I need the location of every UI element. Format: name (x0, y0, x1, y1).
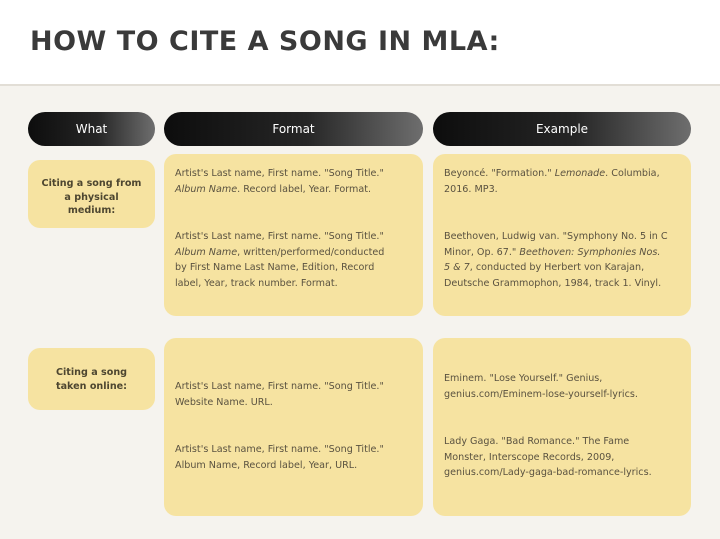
row-online-format-card (164, 338, 423, 516)
what-line: Citing a song from (41, 178, 142, 189)
example-line: genius.com/Lady-gaga-bad-romance-lyrics. (444, 467, 652, 478)
format-entry-online-1 (175, 379, 415, 410)
column-header-what-label: What (75, 122, 108, 136)
format-line: Artist's Last name, First name. "Song Title." (175, 168, 384, 179)
example-entry-beyonce (444, 166, 683, 197)
format-line: Artist's Last name, First name. "Song Title." (175, 381, 384, 392)
what-line: taken online: (55, 380, 128, 392)
format-line: Album Name, written/performed/conducted (175, 246, 385, 258)
row-physical-example-card (433, 154, 691, 316)
header-banner (0, 0, 720, 86)
row-physical-what-label (32, 177, 151, 218)
example-line: Monster, Interscope Records, 2009, (444, 451, 615, 463)
format-line: Artist's Last name, First name. "Song Title." (175, 231, 384, 242)
example-line: Beethoven, Ludwig van. "Symphony No. 5 in C (444, 231, 668, 242)
column-header-what (28, 112, 155, 146)
format-entry-physical-2 (175, 229, 415, 291)
example-entry-beethoven (444, 229, 683, 291)
row-online-example-card (433, 338, 691, 516)
what-line: Citing a song (55, 367, 128, 378)
example-line: Lady Gaga. "Bad Romance." The Fame (444, 436, 630, 447)
format-entry-physical-1 (175, 166, 415, 197)
example-line: 2016. MP3. (444, 183, 498, 195)
example-line: Minor, Op. 67." Beethoven: Symphonies Nos. (444, 246, 661, 258)
example-line: Eminem. "Lose Yourself." Genius, (444, 373, 603, 384)
example-line: 5 & 7, conducted by Herbert von Karajan, (444, 262, 645, 273)
example-entry-lady-gaga (444, 434, 683, 481)
format-line: Album Name, Record label, Year, URL. (175, 459, 358, 471)
column-header-format-label: Format (272, 122, 315, 136)
format-line: label, Year, track number. Format. (175, 277, 338, 289)
page-title: HOW TO CITE A SONG IN MLA: (30, 26, 500, 57)
format-line: Website Name. URL. (175, 396, 273, 408)
row-online-what-card (28, 348, 155, 410)
column-header-example-label: Example (535, 122, 589, 136)
example-line: Beyoncé. "Formation." Lemonade. Columbia, (444, 168, 660, 179)
example-line: genius.com/Eminem-lose-yourself-lyrics. (444, 388, 638, 400)
row-online-what-label (32, 366, 151, 393)
example-entry-eminem (444, 371, 683, 402)
row-physical-format-card (164, 154, 423, 316)
what-line: medium: (67, 205, 116, 216)
column-header-format (164, 112, 423, 146)
format-line: by First Name Last Name, Edition, Record (175, 262, 375, 273)
example-line: Deutsche Grammophon, 1984, track 1. Vinyl. (444, 277, 662, 289)
format-entry-online-2 (175, 442, 415, 473)
row-physical-what-card (28, 160, 155, 228)
what-line: a physical (64, 191, 119, 203)
column-header-example (433, 112, 691, 146)
format-line: Artist's Last name, First name. "Song Title." (175, 444, 384, 455)
format-line: Album Name. Record label, Year. Format. (175, 183, 372, 195)
